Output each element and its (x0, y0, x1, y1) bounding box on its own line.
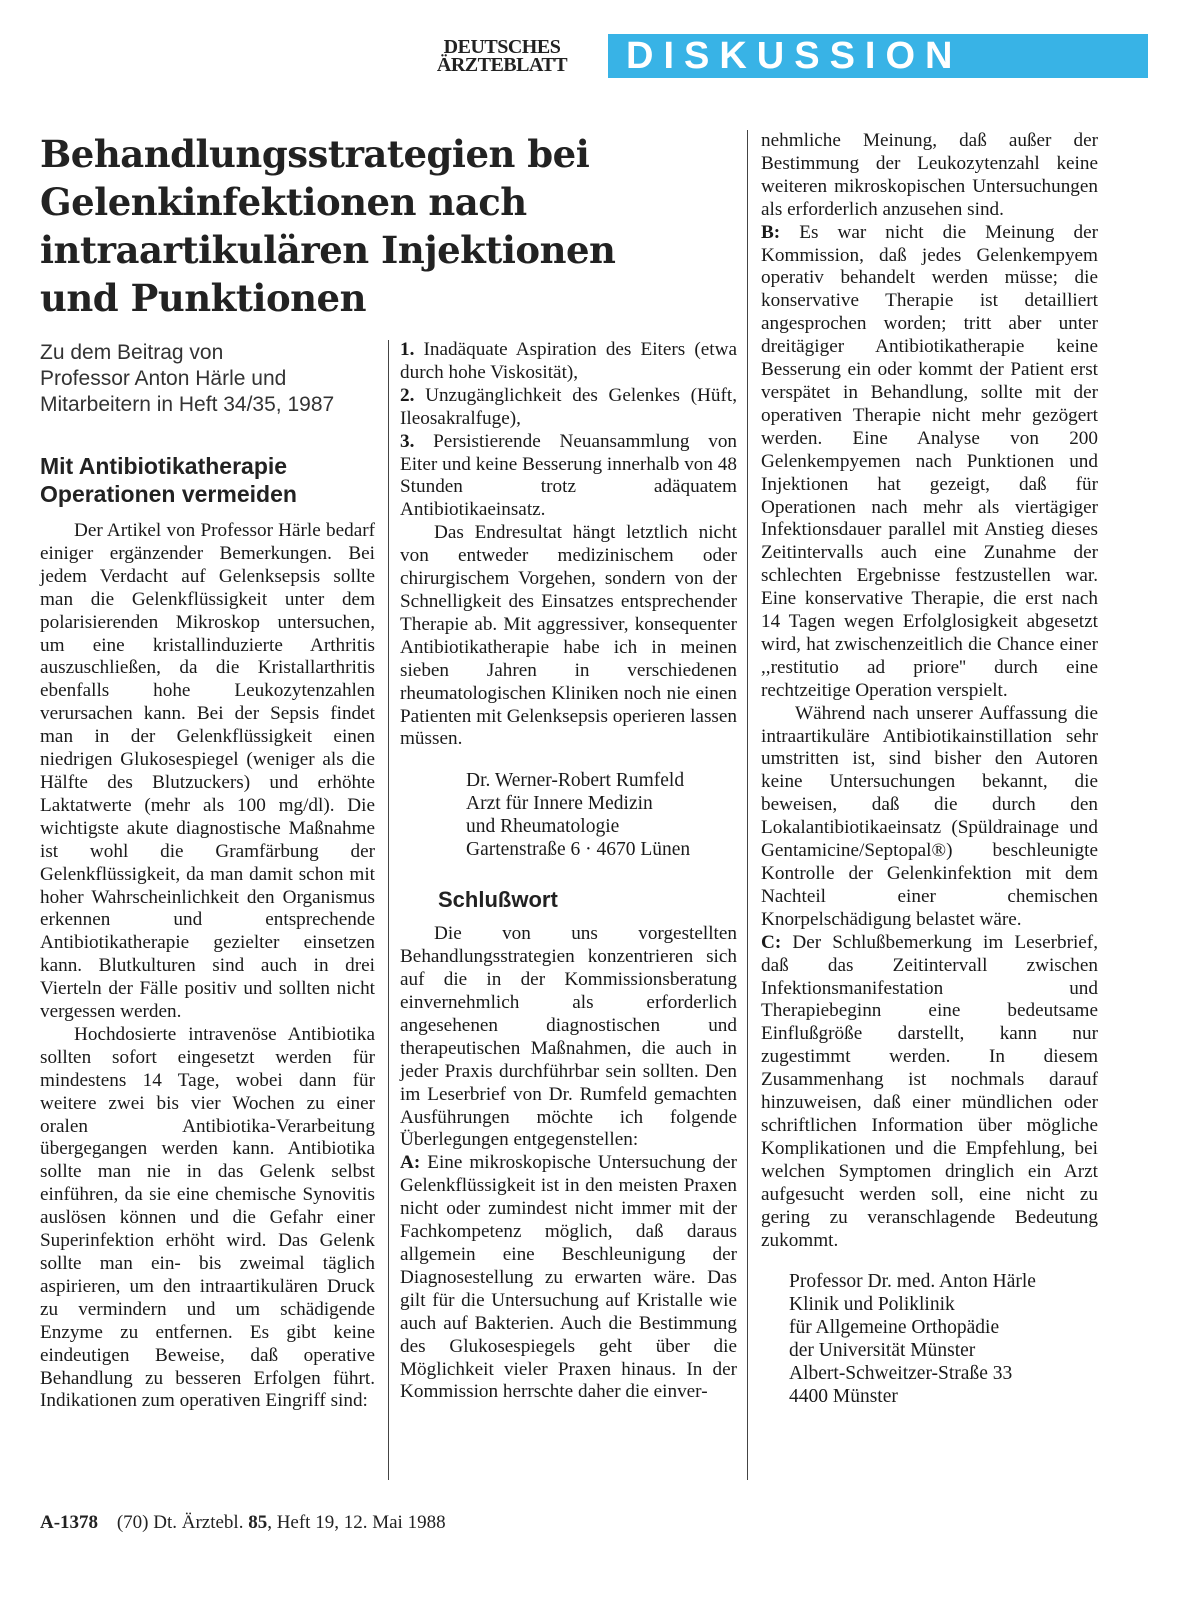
section-label: DISKUSSION (626, 35, 963, 77)
letter-signature-line-4: Gartenstraße 6 · 4670 Lünen (466, 839, 691, 861)
column-2 (400, 339, 737, 1404)
point-c-text: Der Schlußbemerkung im Leserbrief, daß das Zeitintervall zwischen Infektionsmanifestation und Therapiebeginn eine bedeutsame Einflußgröße darstellt, kann nur zugestimmt werden. In diesem Zusammenhang ist nochmals darauf hinzuweisen, daß einer mündlichen oder schriftlichen Information über mögliche Komplikationen und die Empfehlung, bei welchen Symptomen dringlich ein Arzt aufgesucht werden soll, eine nicht zu gering zu veranschlagende Bedeutung zukommt. (761, 931, 1098, 1251)
item-1-text: Inadäquate Aspiration des Eiters (etwa durch hohe Viskosität), (400, 339, 737, 383)
reply-paragraph-auffassung: Während nach unserer Auffassung die intraartikuläre Antibiotikainstillation sehr umstritten ist, sind bisher den Autoren keine Untersuchungen bekannt, die beweisen, daß die durch den Lokalantibiotikaeinsatz (Spüldrainage und Gentamicine/Septopal®) beschleunigte Kontrolle der Gelenkinfektion mit dem Nachteil einer chemischen Knorpelschädigung belastet wäre. (761, 702, 1098, 930)
reference-line-2: Professor Anton Härle und (40, 367, 287, 390)
journal-name-line2: ÄRZTEBLATT (436, 54, 568, 76)
indication-item-3 (400, 431, 737, 523)
item-2-number: 2. (400, 384, 415, 406)
reply-signature-line-6: 4400 Münster (789, 1386, 898, 1408)
citation-suffix: , Heft 19, 12. Mai 1988 (267, 1512, 446, 1533)
reply-signature-line-1: Professor Dr. med. Anton Härle (789, 1271, 1036, 1293)
reply-point-c (761, 932, 1098, 1253)
reply-signature-line-2: Klinik und Poliklinik (789, 1294, 955, 1316)
letter-paragraph-1: Der Artikel von Professor Härle bedarf einiger ergänzender Bemerkungen. Bei jedem Verdacht auf Gelenksepsis sollte man die Gelenkflüssigkeit unter dem polarisierenden Mikroskop untersuchen, um eine kristallinduzierte Arthritis auszuschließen, da die Kristallarthritis ebenfalls hohe Leukozytenzahlen verursachen kann. Bei der Sepsis findet man in der Gelenkflüssigkeit einen niedrigen Glukosespiegel (weniger als die Hälfte des Blutzuckers) und erhöhte Laktatwerte (mehr als 100 mg/dl). Die wichtigste akute diagnostische Maßnahme ist wohl die Gramfärbung der Gelenkflüssigkeit, da man damit schon mit hoher Wahrscheinlichkeit den Organismus erkennen und entsprechende Antibiotikatherapie gezielter einsetzen kann. Blutkulturen sind auch in drei Vierteln der Fälle positiv und sollten nicht vergessen werden. (40, 520, 375, 1023)
point-a-continued: nehmliche Meinung, daß außer der Bestimmung der Leukozytenzahl keine weiteren mikroskopischen Untersuchungen als erforderlich anzusehen sind. (761, 130, 1098, 220)
letter-signature-line-3: und Rheumatologie (466, 816, 620, 838)
point-a-label: A: (400, 1152, 421, 1174)
point-b-label: B: (761, 221, 781, 243)
letter-signature-line-2: Arzt für Innere Medizin (466, 793, 653, 815)
reply-signature-line-5: Albert-Schweitzer-Straße 33 (789, 1363, 1013, 1385)
section-banner (608, 34, 1148, 78)
reply-signature-line-3: für Allgemeine Orthopädie (789, 1317, 1000, 1339)
journal-logo (412, 38, 592, 74)
column-rule-right (747, 130, 748, 1480)
reference-line-1: Zu dem Beitrag von (40, 341, 224, 364)
journal-name-line1: DEUTSCHES (443, 36, 561, 58)
volume-number: 85 (248, 1512, 268, 1533)
letter-paragraph-3: Das Endresultat hängt letztlich nicht von entweder medizinischem oder chirurgischem Vorgehen, sondern von der Schnelligkeit des Einsatzes entsprechender Therapie ab. Mit aggressiver, konsequenter Antibiotikatherapie habe ich in meinen sieben Jahren in verschiedenen rheumatologischen Kliniken noch nie einen Patienten mit Gelenksepsis operieren lassen müssen. (400, 522, 737, 750)
column-rule-left (388, 340, 389, 1480)
point-b-text: Es war nicht die Meinung der Kommission, daß jedes Gelenkempyem operativ behandelt werden müsse; die konservative Therapie ist detailliert angesprochen worden; tritt aber unter dreitägiger Antibiotikatherapie keine Besserung ein oder kommt der Patient erst verspätet in Behandlung, sollte mit der operativen Therapie nicht mehr gezögert werden. Eine Analyse von 200 Gelenkempyemen nach Punktionen und Injektionen hat gezeigt, daß für Operationen nach mehr als viertägiger Infektionsdauer parallel mit Anstieg dieses Zeitintervalls auch eine Zunahme der schlechten Ergebnisse festzustellen war. Eine konservative Therapie, die erst nach 14 Tagen wegen Erfolglosigkeit abgesetzt wird, hat zwischenzeitlich die Chance einer ,,restitutio ad priore'' durch eine rechtzeitige Operation verspielt. (761, 221, 1098, 701)
letter-signature-line-1: Dr. Werner-Robert Rumfeld (466, 770, 685, 792)
reply-point-b (761, 222, 1098, 703)
citation-prefix: (70) Dt. Ärztebl. (116, 1512, 244, 1533)
column-3 (761, 130, 1098, 1408)
reply-paragraph-1: Die von uns vorgestellten Behandlungsstrategien konzentrieren sich auf die in der Kommissionsberatung einvernehmlich als erforderlich angesehenen diagnostischen und therapeutischen Maßnahmen, die auch in jeder Praxis durchführbar sein sollten. Den im Leserbrief von Dr. Rumfeld gemachten Ausführungen möchte ich folgende Überlegungen entgegenstellen: (400, 923, 737, 1151)
item-3-text: Persistierende Neuansammlung von Eiter und keine Besserung innerhalb von 48 Stunden trotz adäquatem Antibiotikaeinsatz. (400, 430, 738, 521)
indication-item-2 (400, 385, 737, 431)
article-title: Behandlungsstrategien bei Gelenkinfektionen nach intraartikulären Injektionen und Punktionen (40, 132, 616, 320)
letter-signature (466, 769, 737, 861)
letter-heading: Mit Antibiotikatherapie Operationen vermeiden (40, 453, 297, 507)
reply-signature-line-4: der Universität Münster (789, 1340, 976, 1362)
letter-paragraph-2: Hochdosierte intravenöse Antibiotika sollten sofort eingesetzt werden für mindestens 14 Tage, wobei dann für weitere zwei bis vier Wochen zu einer oralen Antibiotika-Verarbeitung übergegangen werden kann. Antibiotika sollte man nie in das Gelenk selbst einführen, da sie eine chemische Synovitis auslösen können und die Gefahr einer Superinfektion erhöht wird. Das Gelenk sollte man ein- bis zweimal täglich aspirieren, um den intraartikulären Druck zu vermindern und um schädigende Enzyme zu entfernen. Es gibt keine eindeutigen Beweise, daß operative Behandlung zu besseren Erfolgen führt. Indikationen zum operativen Eingriff sind: (40, 1023, 375, 1412)
item-3-number: 3. (400, 430, 415, 452)
item-2-text: Unzugänglichkeit des Gelenkes (Hüft, Ileosakralfuge), (400, 384, 737, 429)
reply-heading: Schlußwort (438, 887, 558, 913)
reference-line-3: Mitarbeitern in Heft 34/35, 1987 (40, 393, 335, 416)
indication-item-1 (400, 339, 737, 385)
reply-signature (789, 1270, 1098, 1408)
page-footer (40, 1512, 446, 1534)
page-number: A-1378 (40, 1512, 99, 1533)
item-1-number: 1. (400, 339, 415, 360)
point-a-text: Eine mikroskopische Untersuchung der Gelenkflüssigkeit ist in den meisten Praxen nicht oder zumindest nicht immer mit der Fachkompetenz möglich, daß daraus allgemein eine Beschleunigung der Diagnosestellung zu erwarten wäre. Das gilt für die Untersuchung auf Kristalle wie auch auf Bakterien. Auch die Bestimmung des Glukosespiegels geht über die Möglichkeit vieler Praxen hinaus. In der Kommission herrschte daher die einver- (400, 1152, 737, 1403)
column-1 (40, 520, 375, 1413)
reply-point-a (400, 1152, 737, 1404)
article-reference (40, 340, 380, 418)
point-c-label: C: (761, 931, 782, 953)
masthead (412, 34, 1148, 78)
